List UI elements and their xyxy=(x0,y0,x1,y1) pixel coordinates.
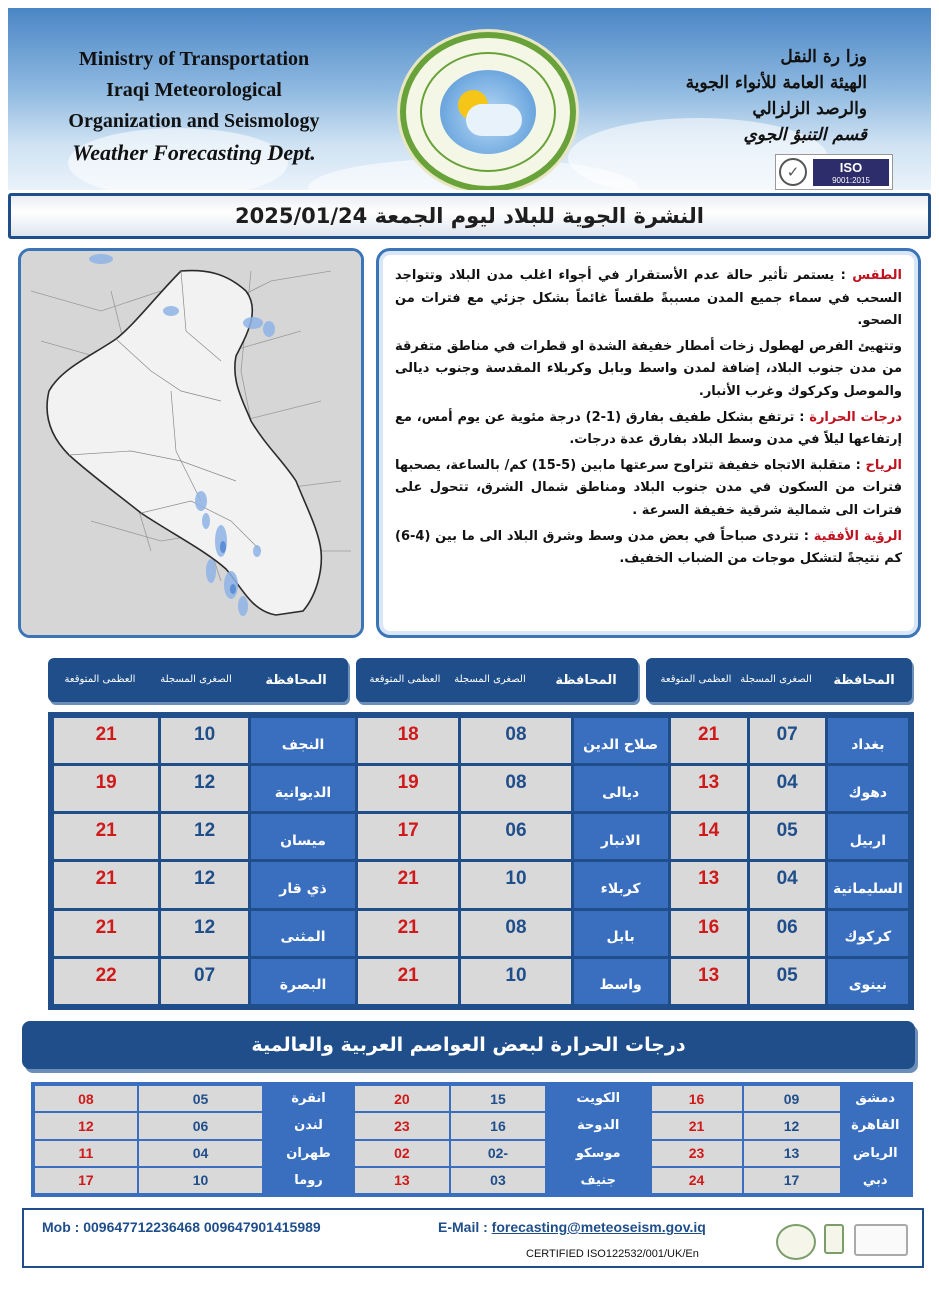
header-arabic xyxy=(607,44,867,148)
weather-text: : يستمر تأثير حالة عدم الأستقرار في أجواء اغلب مدن البلاد وتتواجد السحب في سماء جميع المدن مسببةً طقساً غائماً بشكل جزئي مع فترات من الصحو. xyxy=(395,268,902,329)
min-temp-cell: 09 xyxy=(744,1086,840,1111)
governorate-name: كربلاء xyxy=(574,862,668,907)
min-temp-cell: 16 xyxy=(451,1113,545,1138)
table-row xyxy=(35,1086,909,1111)
governorate-name: النجف xyxy=(251,718,355,763)
max-temp-cell: 19 xyxy=(54,766,158,811)
max-temp-cell: 18 xyxy=(358,718,458,763)
max-temp-cell: 21 xyxy=(54,814,158,859)
forecast-text-box xyxy=(376,248,921,638)
radar-map xyxy=(18,248,364,638)
governorate-name: كركوك xyxy=(828,911,908,956)
max-temp-cell: 21 xyxy=(54,862,158,907)
table-row xyxy=(35,1113,909,1138)
max-temp-cell: 21 xyxy=(358,911,458,956)
visibility-label: الرؤية الأفقية xyxy=(813,528,902,544)
table-row xyxy=(54,911,908,956)
min-temp-cell: 12 xyxy=(161,814,248,859)
table-row xyxy=(54,718,908,763)
header-english xyxy=(34,44,354,168)
min-temp-cell: 12 xyxy=(161,911,248,956)
governorates-grid xyxy=(51,715,911,1007)
min-temp-cell: 08 xyxy=(461,718,570,763)
header-max: العظمى المتوقعة xyxy=(369,674,441,685)
min-temp-cell: 04 xyxy=(139,1141,262,1166)
max-temp-cell: 13 xyxy=(671,959,747,1004)
max-temp-cell: 13 xyxy=(355,1168,449,1193)
max-temp-cell: 08 xyxy=(35,1086,137,1111)
header-governorate: المحافظة xyxy=(555,672,617,688)
min-temp-cell: 06 xyxy=(139,1113,262,1138)
certification-text: CERTIFIED ISO122532/001/UK/En xyxy=(526,1248,699,1260)
city-name: انقرة xyxy=(264,1086,353,1111)
iso-number: 9001:2015 xyxy=(832,175,870,185)
max-temp-cell: 02 xyxy=(355,1141,449,1166)
min-temp-cell: 06 xyxy=(750,911,825,956)
wind-label: الرياح xyxy=(865,457,903,473)
governorate-name: المثنى xyxy=(251,911,355,956)
min-temp-cell: 12 xyxy=(744,1113,840,1138)
min-temp-cell: 10 xyxy=(161,718,248,763)
weather-text-2: وتتهيئ الفرص لهطول زخات أمطار خفيفة الشدة او قطرات في مناطق متفرقة من مدن جنوب البلاد، إضافة لمدن واسط وبابل وكربلاء المقدسة وجنوب ديالى والموصل وكركوك وغرب الأنبار. xyxy=(395,338,902,399)
footer-logo xyxy=(824,1224,844,1254)
footer-logo xyxy=(776,1224,816,1260)
header-ar-line: الهيئة العامة للأنواء الجوية xyxy=(685,73,867,93)
city-name: لندن xyxy=(264,1113,353,1138)
temperature-text: : ترتفع بشكل طفيف بفارق (1-2) درجة مئوية عن يوم أمس، مع إرتفاعها ليلاً في مدن وسط البلاد بفارق عدة درجات. xyxy=(395,409,902,448)
header-max: العظمى المتوقعة xyxy=(64,674,136,685)
max-temp-cell: 20 xyxy=(355,1086,449,1111)
max-temp-cell: 16 xyxy=(671,911,747,956)
max-temp-cell: 13 xyxy=(671,766,747,811)
email-line xyxy=(438,1219,706,1235)
max-temp-cell: 17 xyxy=(35,1168,137,1193)
header-en-line: Iraqi Meteorological xyxy=(106,79,282,101)
max-temp-cell: 12 xyxy=(35,1113,137,1138)
capitals-table xyxy=(31,1082,913,1197)
cloud-icon xyxy=(466,104,522,136)
max-temp-cell: 16 xyxy=(652,1086,742,1111)
governorate-name: واسط xyxy=(574,959,668,1004)
iso-label xyxy=(813,159,889,186)
table-row xyxy=(35,1168,909,1193)
table-row xyxy=(54,814,908,859)
governorate-name: ميسان xyxy=(251,814,355,859)
organization-logo xyxy=(400,32,576,190)
governorate-name: اربيل xyxy=(828,814,908,859)
min-temp-cell: -02 xyxy=(451,1141,545,1166)
min-temp-cell: 04 xyxy=(750,766,825,811)
max-temp-cell: 21 xyxy=(358,862,458,907)
email-label: E-Mail : xyxy=(438,1219,492,1235)
iraq-map-graphic xyxy=(21,251,361,635)
max-temp-cell: 22 xyxy=(54,959,158,1004)
temperature-label: درجات الحرارة xyxy=(809,409,902,425)
min-temp-cell: 07 xyxy=(161,959,248,1004)
min-temp-cell: 12 xyxy=(161,766,248,811)
governorate-name: نينوى xyxy=(828,959,908,1004)
header-ar-line: وزا رة النقل xyxy=(780,47,867,67)
page-footer xyxy=(22,1208,924,1268)
max-temp-cell: 21 xyxy=(671,718,747,763)
governorate-name: السليمانية xyxy=(828,862,908,907)
iso-title: ISO xyxy=(839,159,863,175)
visibility-text: : تتردى صباحاً في بعض مدن وسط وشرق البلاد الى ما بين (4-6) كم نتيجةً لتشكل موجات من الضباب الخفيف. xyxy=(395,528,902,567)
min-temp-cell: 03 xyxy=(451,1168,545,1193)
page-header xyxy=(8,8,931,190)
bulletin-title: النشرة الجوية للبلاد ليوم الجمعة 2025/01/24 xyxy=(235,204,704,228)
header-en-line: Ministry of Transportation xyxy=(78,48,310,70)
header-en-dept: Weather Forecasting Dept. xyxy=(72,140,316,165)
max-temp-cell: 21 xyxy=(652,1113,742,1138)
min-temp-cell: 15 xyxy=(451,1086,545,1111)
city-name: الرياض xyxy=(842,1141,910,1166)
table-header-group xyxy=(48,658,348,702)
table-row xyxy=(35,1141,909,1166)
min-temp-cell: 06 xyxy=(461,814,570,859)
city-name: موسكو xyxy=(547,1141,650,1166)
header-ar-line: والرصد الزلزالي xyxy=(752,99,867,119)
governorate-name: دهوك xyxy=(828,766,908,811)
governorate-name: بابل xyxy=(574,911,668,956)
email-link[interactable]: forecasting@meteoseism.gov.iq xyxy=(491,1219,706,1235)
governorate-name: صلاح الدين xyxy=(574,718,668,763)
city-name: روما xyxy=(264,1168,353,1193)
governorate-name: الديوانية xyxy=(251,766,355,811)
table-header-group xyxy=(646,658,912,702)
city-name: جنيف xyxy=(547,1168,650,1193)
governorate-name: الانبار xyxy=(574,814,668,859)
temperature-paragraph xyxy=(395,407,902,452)
table-header-group xyxy=(356,658,638,702)
min-temp-cell: 08 xyxy=(461,766,570,811)
city-name: دبي xyxy=(842,1168,910,1193)
table-row xyxy=(54,959,908,1004)
min-temp-cell: 08 xyxy=(461,911,570,956)
weather-paragraph-2 xyxy=(395,336,902,404)
wind-paragraph xyxy=(395,455,902,523)
bulletin-title-bar xyxy=(8,193,931,239)
min-temp-cell: 05 xyxy=(750,814,825,859)
city-name: القاهرة xyxy=(842,1113,910,1138)
capitals-title: درجات الحرارة لبعض العواصم العربية والعالمية xyxy=(251,1034,686,1056)
max-temp-cell: 24 xyxy=(652,1168,742,1193)
max-temp-cell: 21 xyxy=(54,718,158,763)
header-governorate: المحافظة xyxy=(265,672,327,688)
header-ar-dept: قسم التنبؤ الجوي xyxy=(743,125,867,145)
governorates-table xyxy=(48,712,914,1010)
max-temp-cell: 21 xyxy=(358,959,458,1004)
max-temp-cell: 19 xyxy=(358,766,458,811)
header-governorate: المحافظة xyxy=(833,672,895,688)
mobile-numbers: Mob : 009647712236468 009647901415989 xyxy=(42,1219,321,1235)
header-min: الصغرى المسجلة xyxy=(740,674,812,685)
min-temp-cell: 13 xyxy=(744,1141,840,1166)
logo-emblem xyxy=(440,70,536,154)
governorate-name: ديالى xyxy=(574,766,668,811)
max-temp-cell: 23 xyxy=(652,1141,742,1166)
min-temp-cell: 07 xyxy=(750,718,825,763)
min-temp-cell: 17 xyxy=(744,1168,840,1193)
city-name: الكويت xyxy=(547,1086,650,1111)
min-temp-cell: 10 xyxy=(139,1168,262,1193)
wind-text: : متقلبة الاتجاه خفيفة تتراوح سرعتها مابين (5-15) كم/ بالساعة، يصحبها فترات من السكون في مدن جنوب البلاد ومناطق شمال الشرق، تتحول على فترات الى شمالية شرقية خفيفة السرعة . xyxy=(395,457,902,518)
min-temp-cell: 05 xyxy=(750,959,825,1004)
min-temp-cell: 04 xyxy=(750,862,825,907)
capitals-title-bar xyxy=(22,1021,915,1069)
governorate-name: بغداد xyxy=(828,718,908,763)
max-temp-cell: 11 xyxy=(35,1141,137,1166)
max-temp-cell: 23 xyxy=(355,1113,449,1138)
max-temp-cell: 17 xyxy=(358,814,458,859)
header-min: الصغرى المسجلة xyxy=(160,674,232,685)
table-row xyxy=(54,766,908,811)
header-max: العظمى المتوقعة xyxy=(660,674,732,685)
weather-label: الطقس xyxy=(852,268,902,283)
checkmark-icon: ✓ xyxy=(779,158,807,186)
city-name: دمشق xyxy=(842,1086,910,1111)
governorate-name: البصرة xyxy=(251,959,355,1004)
max-temp-cell: 21 xyxy=(54,911,158,956)
city-name: طهران xyxy=(264,1141,353,1166)
footer-logo xyxy=(854,1224,908,1256)
min-temp-cell: 10 xyxy=(461,959,570,1004)
max-temp-cell: 14 xyxy=(671,814,747,859)
weather-paragraph xyxy=(395,265,902,333)
header-en-line: Organization and Seismology xyxy=(68,110,320,132)
min-temp-cell: 10 xyxy=(461,862,570,907)
header-min: الصغرى المسجلة xyxy=(454,674,526,685)
max-temp-cell: 13 xyxy=(671,862,747,907)
visibility-paragraph xyxy=(395,526,902,571)
city-name: الدوحة xyxy=(547,1113,650,1138)
min-temp-cell: 12 xyxy=(161,862,248,907)
governorate-name: ذي قار xyxy=(251,862,355,907)
capitals-grid xyxy=(33,1084,911,1195)
min-temp-cell: 05 xyxy=(139,1086,262,1111)
iso-badge xyxy=(775,154,893,190)
table-row xyxy=(54,862,908,907)
